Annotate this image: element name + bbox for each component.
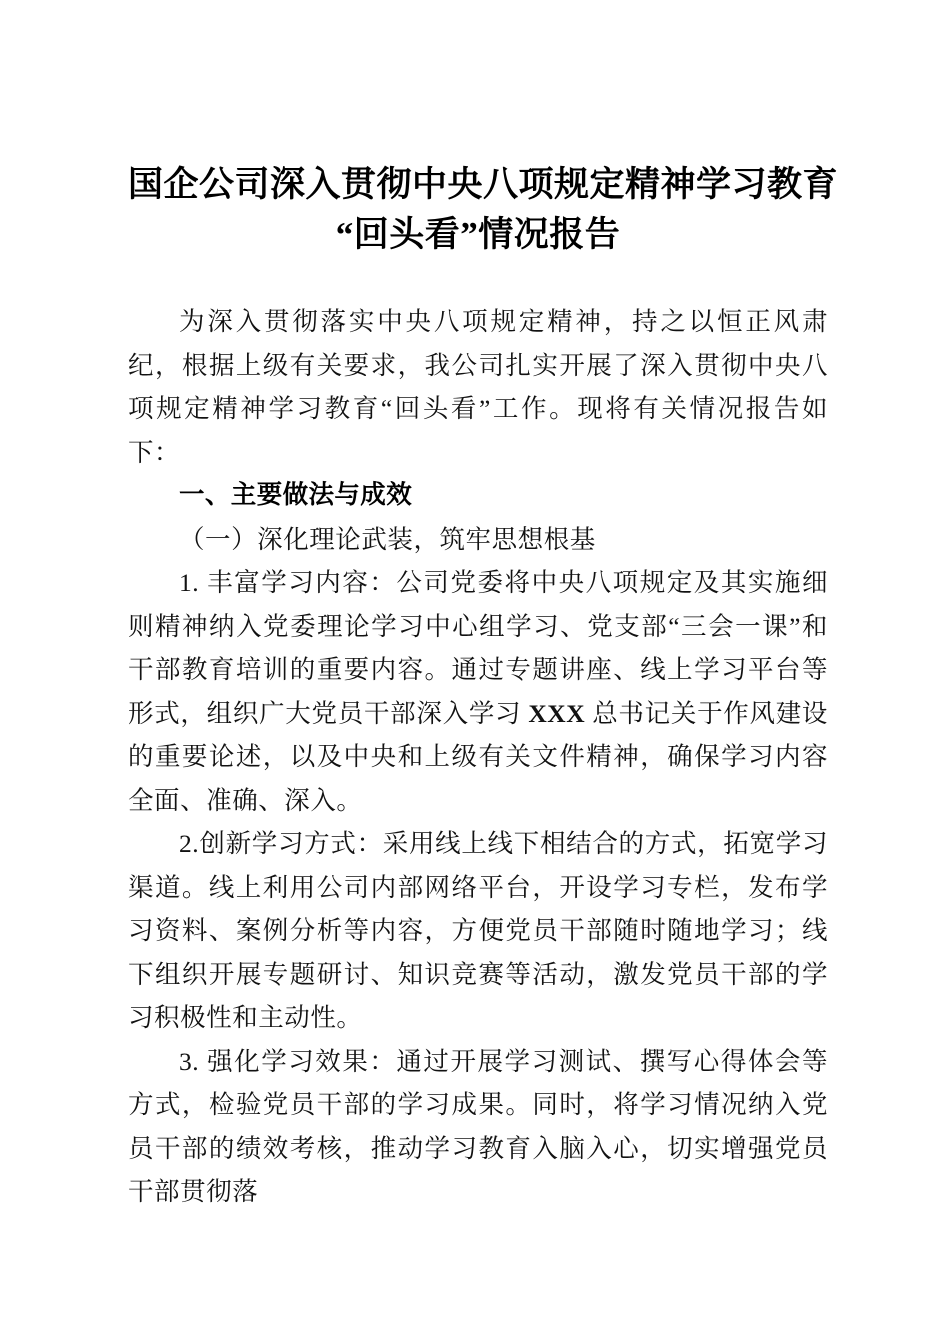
list-item-1-text-after: 总书记关于作风建设的重要论述，以及中央和上级有关文件精神，确保学习内容全面、准确、深入。 bbox=[128, 698, 828, 815]
document-title bbox=[128, 0, 839, 260]
document-body bbox=[128, 0, 839, 1214]
list-item-3: 3. 强化学习效果：通过开展学习测试、撰写心得体会等方式，检验党员干部的学习成果。同时，将学习情况纳入党员干部的绩效考核，推动学习教育入脑入心，切实增强党员干部贯彻落 bbox=[128, 1046, 828, 1206]
document-title-line-1: 国企公司深入贯彻中央八项规定精神学习教育 bbox=[128, 165, 839, 204]
list-item-1-text-before: 1. 丰富学习内容：公司党委将中央八项规定及其实施细则精神纳入党委理论学习中心组学习、党支部“三会一课”和干部教育培训的重要内容。通过专题讲座、线上学习平台等形式，组织广大党员干部深入学习 bbox=[128, 568, 828, 728]
section-heading-1: 一、主要做法与成效 bbox=[179, 481, 413, 509]
subsection-heading-1-1: （一）深化理论武装，筑牢思想根基 bbox=[179, 524, 596, 554]
list-item-1 bbox=[128, 561, 828, 822]
intro-paragraph: 为深入贯彻落实中央八项规定精神，持之以恒正风肃纪，根据上级有关要求，我公司扎实开展了深入贯彻中央八项规定精神学习教育“回头看”工作。现将有关情况报告如下： bbox=[128, 307, 828, 467]
redacted-name-emphasis: XXX bbox=[528, 698, 586, 728]
list-item-2: 2.创新学习方式：采用线上线下相结合的方式，拓宽学习渠道。线上利用公司内部网络平台，开设学习专栏，发布学习资料、案例分析等内容，方便党员干部随时随地学习；线下组织开展专题研讨、知识竞赛等活动，激发党员干部的学习积极性和主动性。 bbox=[128, 829, 828, 1032]
document-title-line-2: “回头看”情况报告 bbox=[335, 215, 621, 254]
